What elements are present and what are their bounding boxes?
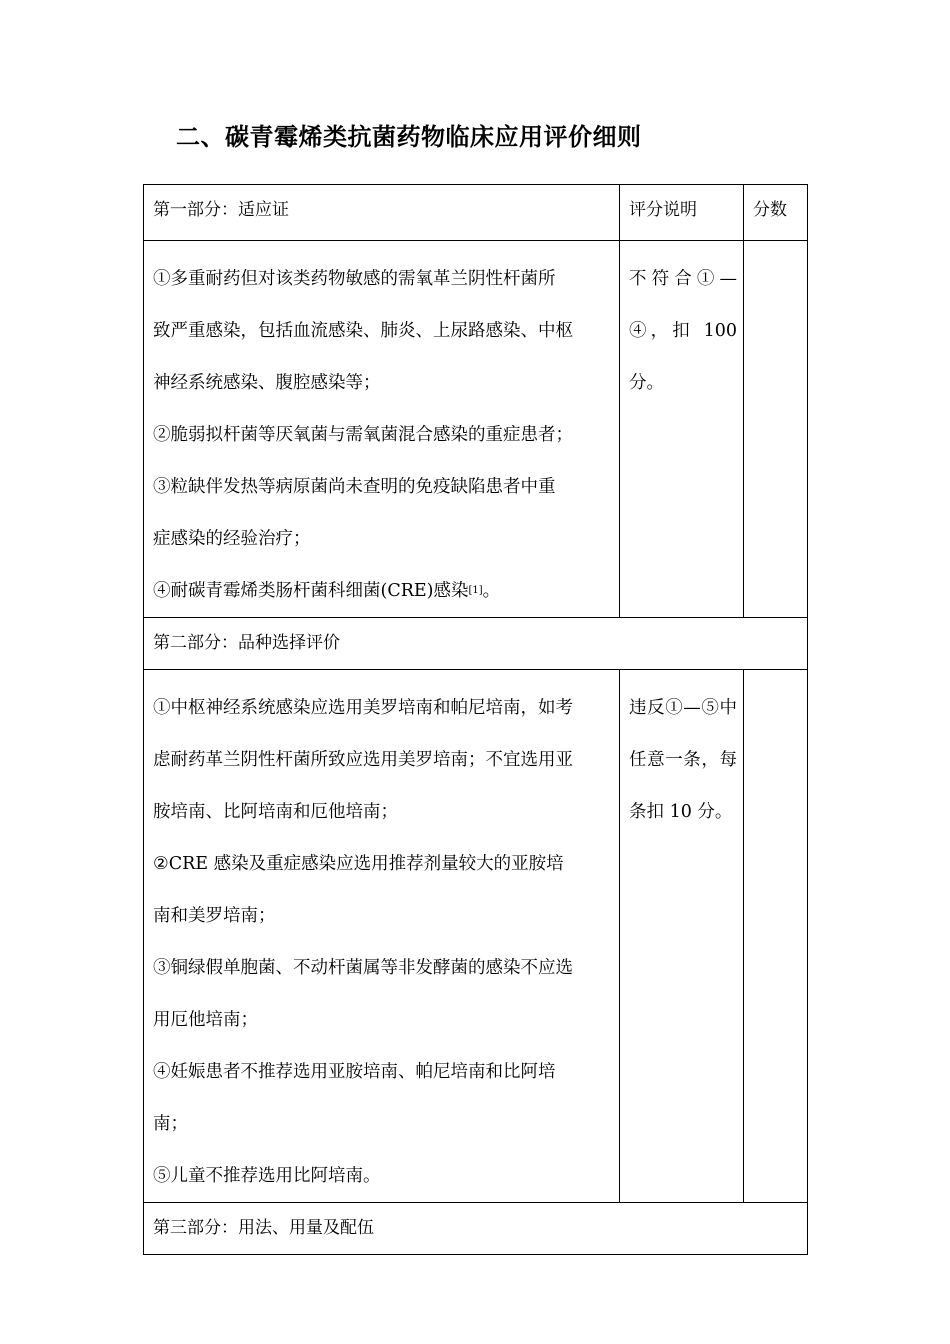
selection-line: ①中枢神经系统感染应选用美罗培南和帕尼培南，如考	[153, 698, 573, 718]
selection-line: ③铜绿假单胞菌、不动杆菌属等非发酵菌的感染不应选	[153, 958, 573, 978]
selection-line: ⑤儿童不推荐选用比阿培南。	[153, 1166, 381, 1186]
indication-line: 神经系统感染、腹腔感染等；	[153, 373, 381, 393]
drug-selection-score-cell	[744, 670, 808, 1203]
drug-selection-content	[144, 670, 620, 1203]
selection-line: 用厄他培南；	[153, 1010, 258, 1030]
indication-line: ①多重耐药但对该类药物敏感的需氧革兰阴性杆菌所	[153, 269, 556, 289]
table-header-row	[144, 185, 808, 241]
indications-content	[144, 241, 620, 618]
indications-scoring-note	[620, 241, 744, 618]
reference-marker: [1]	[468, 585, 483, 596]
part-one-heading: 第一部分：适应证	[144, 185, 620, 241]
score-header: 分数	[744, 185, 808, 241]
indication-line: 致严重感染，包括血流感染、肺炎、上尿路感染、中枢	[153, 321, 573, 341]
indication-line	[153, 565, 613, 617]
indication-line: ③粒缺伴发热等病原菌尚未查明的免疫缺陷患者中重	[153, 477, 556, 497]
indications-row	[144, 241, 808, 618]
scoring-note-text: 不符合①—④，扣 100 分。	[629, 269, 737, 393]
selection-line: 南；	[153, 1114, 188, 1134]
evaluation-criteria-table	[143, 184, 808, 1255]
selection-line: 胺培南、比阿培南和厄他培南；	[153, 802, 398, 822]
part-three-row	[144, 1203, 808, 1255]
scoring-note-header: 评分说明	[620, 185, 744, 241]
part-three-heading: 第三部分：用法、用量及配伍	[144, 1203, 808, 1255]
drug-selection-scoring-note	[620, 670, 744, 1203]
indication-line: 症感染的经验治疗；	[153, 529, 311, 549]
drug-selection-row	[144, 670, 808, 1203]
indication-text: ④耐碳青霉烯类肠杆菌科细菌(CRE)感染	[153, 581, 469, 601]
indications-score-cell	[744, 241, 808, 618]
scoring-note-text: 违反①—⑤中任意一条，每条扣 10 分。	[629, 698, 737, 822]
selection-line: ②CRE 感染及重症感染应选用推荐剂量较大的亚胺培	[153, 854, 564, 874]
part-two-heading: 第二部分：品种选择评价	[144, 618, 808, 670]
page-title: 二、碳青霉烯类抗菌药物临床应用评价细则	[176, 123, 642, 151]
selection-line: 南和美罗培南；	[153, 906, 276, 926]
selection-line: ④妊娠患者不推荐选用亚胺培南、帕尼培南和比阿培	[153, 1062, 556, 1082]
selection-line: 虑耐药革兰阴性杆菌所致应选用美罗培南；不宜选用亚	[153, 750, 573, 770]
indication-line: ②脆弱拟杆菌等厌氧菌与需氧菌混合感染的重症患者；	[153, 425, 573, 445]
part-two-row	[144, 618, 808, 670]
sentence-end: 。	[482, 581, 501, 601]
